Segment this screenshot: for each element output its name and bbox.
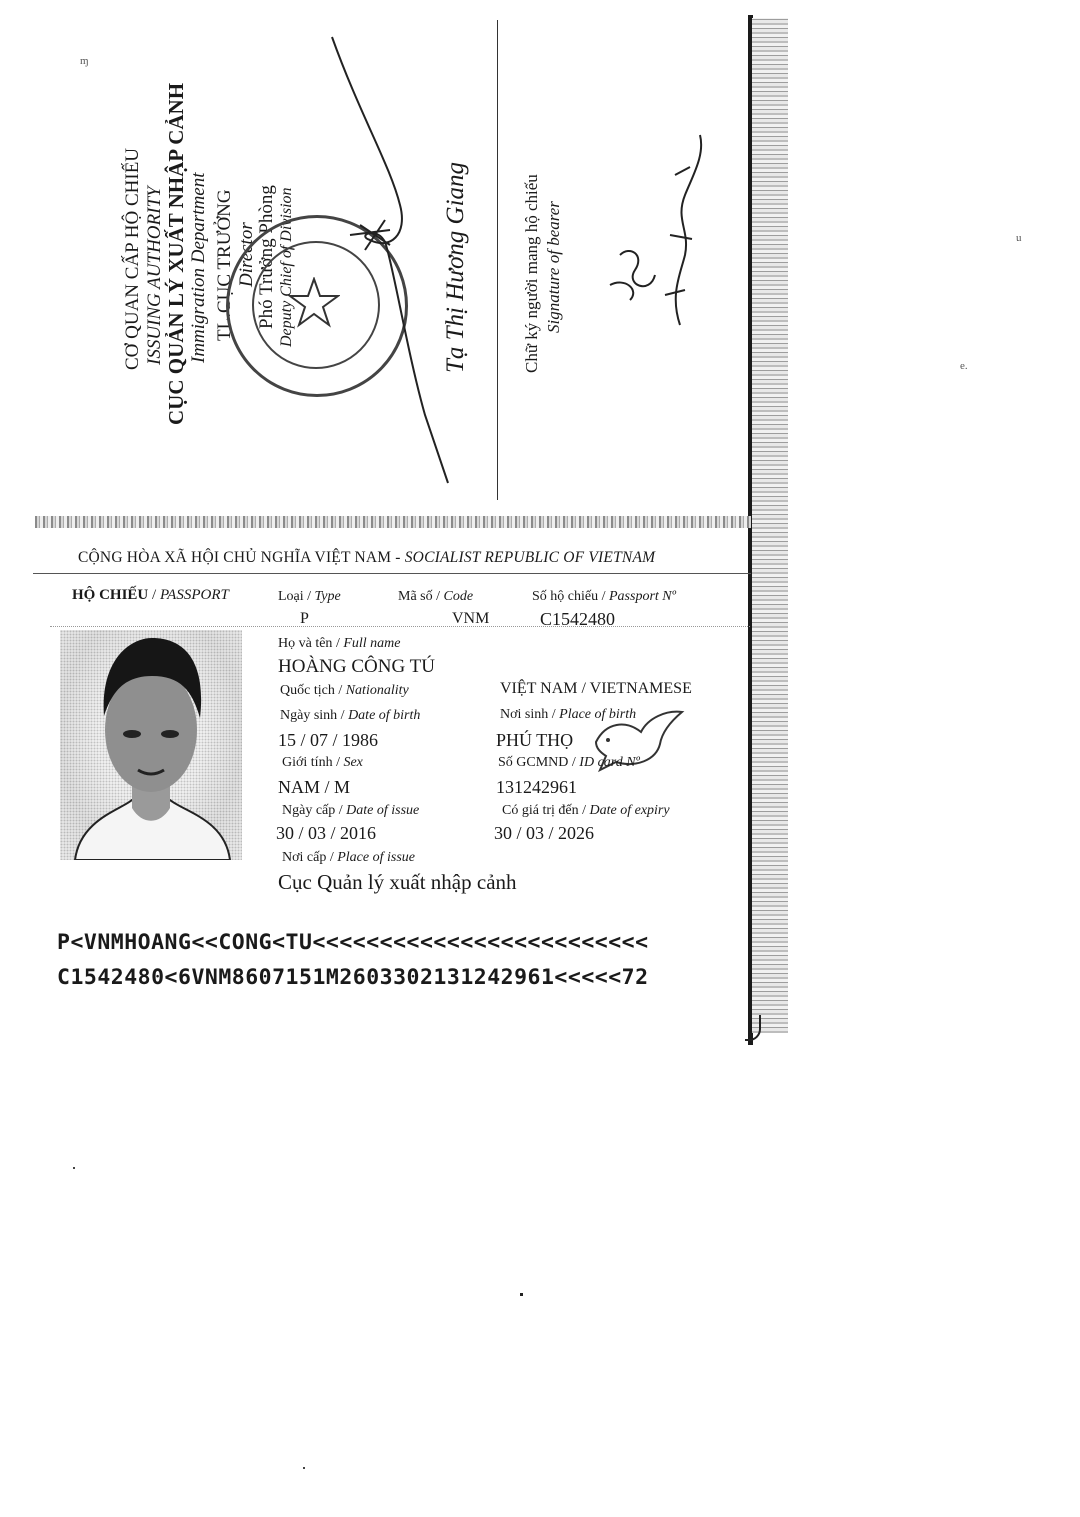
expiry-date-label: Có giá trị đến / Date of expiry (502, 803, 670, 818)
dob-value: 15 / 07 / 1986 (278, 730, 379, 750)
passport-number-label-vn: Số hộ chiếu (532, 589, 599, 604)
code-label-en: Code (443, 589, 474, 604)
deputy-en: Deputy Chief of Division (278, 187, 295, 347)
margin-mark-right: u (1016, 232, 1022, 244)
full-name-label-en: Full name (343, 636, 401, 651)
department-en: Immigration Department (188, 172, 209, 363)
nationality-label-vn: Quốc tịch (280, 683, 335, 698)
place-of-issue-label-en: Place of issue (337, 850, 415, 865)
header-separator: - (391, 549, 405, 566)
place-of-issue-label: Nơi cấp / Place of issue (282, 850, 415, 865)
scan-speck (303, 1467, 305, 1469)
id-card-label-vn: Số GCMND (498, 755, 569, 770)
director-vn: TL.CỤC TRƯỞNG (214, 189, 235, 341)
type-label-vn: Loại (278, 589, 304, 604)
sex-label-en: Sex (343, 755, 363, 770)
pob-label-en: Place of birth (559, 707, 637, 722)
dob-label: Ngày sinh / Date of birth (280, 708, 421, 723)
type-value: P (300, 610, 309, 627)
document-title: HỘ CHIẾU / PASSPORT (72, 587, 229, 603)
code-label: Mã số / Code (398, 589, 474, 604)
passport-number-value: C1542480 (540, 609, 616, 629)
mrz-line-1: P<VNMHOANG<<CONG<TU<<<<<<<<<<<<<<<<<<<<<<<<< (57, 930, 649, 955)
type-label: Loại / Type (278, 589, 341, 604)
director-signature-icon (320, 35, 460, 495)
nationality-value: VIỆT NAM / VIETNAMESE (500, 680, 692, 697)
deputy-vn: Phó Trưởng Phòng (256, 185, 277, 329)
scan-speck (73, 1167, 75, 1169)
bearer-photo (60, 630, 242, 860)
country-name-vn: CỘNG HÒA XÃ HỘI CHỦ NGHĨA VIỆT NAM (78, 549, 392, 566)
authority-page (30, 15, 752, 520)
signature-divider (497, 20, 498, 500)
authority-caption-en: ISSUING AUTHORITY (144, 186, 165, 365)
dob-label-en: Date of birth (348, 708, 421, 723)
margin-mark-right-lower: e. (960, 360, 968, 372)
bearer-caption-en: Signature of bearer (544, 201, 563, 333)
bearer-signature-icon (590, 115, 710, 355)
dob-label-vn: Ngày sinh (280, 708, 338, 723)
place-of-issue-label-vn: Nơi cấp (282, 850, 327, 865)
place-of-issue-value: Cục Quản lý xuất nhập cảnh (278, 870, 517, 894)
sex-value: NAM / M (278, 777, 351, 797)
director-en: Director (236, 222, 257, 287)
id-card-value: 131242961 (496, 777, 577, 797)
country-header (78, 549, 655, 567)
country-name-en: SOCIALIST REPUBLIC OF VIETNAM (404, 549, 656, 566)
mrz-line-2: C1542480<6VNM8607151M2603302131242961<<<<<72 (57, 965, 649, 990)
margin-mark-top: ɱ (80, 55, 89, 67)
portrait-icon (60, 630, 242, 860)
expiry-date-label-vn: Có giá trị đến (502, 803, 579, 818)
bearer-caption-vn: Chữ ký người mang hộ chiếu (522, 174, 541, 373)
passport-number-label: Số hộ chiếu / Passport Nº (532, 589, 676, 604)
scan-speck (520, 1293, 523, 1296)
department-vn: CỤC QUẢN LÝ XUẤT NHẬP CẢNH (164, 82, 188, 425)
security-band (35, 516, 751, 528)
code-label-vn: Mã số (398, 589, 433, 604)
issue-date-value: 30 / 03 / 2016 (276, 823, 377, 843)
full-name-label-vn: Họ và tên (278, 636, 333, 651)
document-title-en: PASSPORT (159, 587, 229, 603)
dotted-guide (50, 626, 750, 627)
passport-number-label-en: Passport Nº (609, 589, 676, 604)
pob-label: Nơi sinh / Place of birth (500, 707, 637, 722)
issue-date-label-en: Date of issue (346, 803, 420, 818)
full-name-label: Họ và tên / Full name (278, 636, 401, 651)
code-value: VNM (452, 610, 490, 627)
document-title-vn: HỘ CHIẾU (72, 587, 149, 603)
id-card-label-en: ID card Nº (579, 755, 640, 770)
authority-caption-vn: CƠ QUAN CẤP HỘ CHIẾU (122, 147, 143, 370)
page-corner (745, 1015, 761, 1041)
sex-label-vn: Giới tính (282, 755, 333, 770)
nationality-label-en: Nationality (345, 683, 409, 698)
passport-binding (752, 18, 788, 1033)
header-rule (33, 573, 751, 574)
signer-name: Tạ Thị Hương Giang (442, 161, 469, 373)
expiry-date-label-en: Date of expiry (589, 803, 670, 818)
expiry-date-value: 30 / 03 / 2026 (494, 823, 595, 843)
issue-date-label: Ngày cấp / Date of issue (282, 803, 420, 818)
type-label-en: Type (314, 589, 341, 604)
full-name-value: HOÀNG CÔNG TÚ (278, 656, 435, 677)
sex-label: Giới tính / Sex (282, 755, 363, 770)
issue-date-label-vn: Ngày cấp (282, 803, 336, 818)
pob-value: PHÚ THỌ (496, 730, 574, 750)
pob-label-vn: Nơi sinh (500, 707, 549, 722)
id-card-label: Số GCMND / ID card Nº (498, 755, 640, 770)
nationality-label: Quốc tịch / Nationality (280, 683, 409, 698)
